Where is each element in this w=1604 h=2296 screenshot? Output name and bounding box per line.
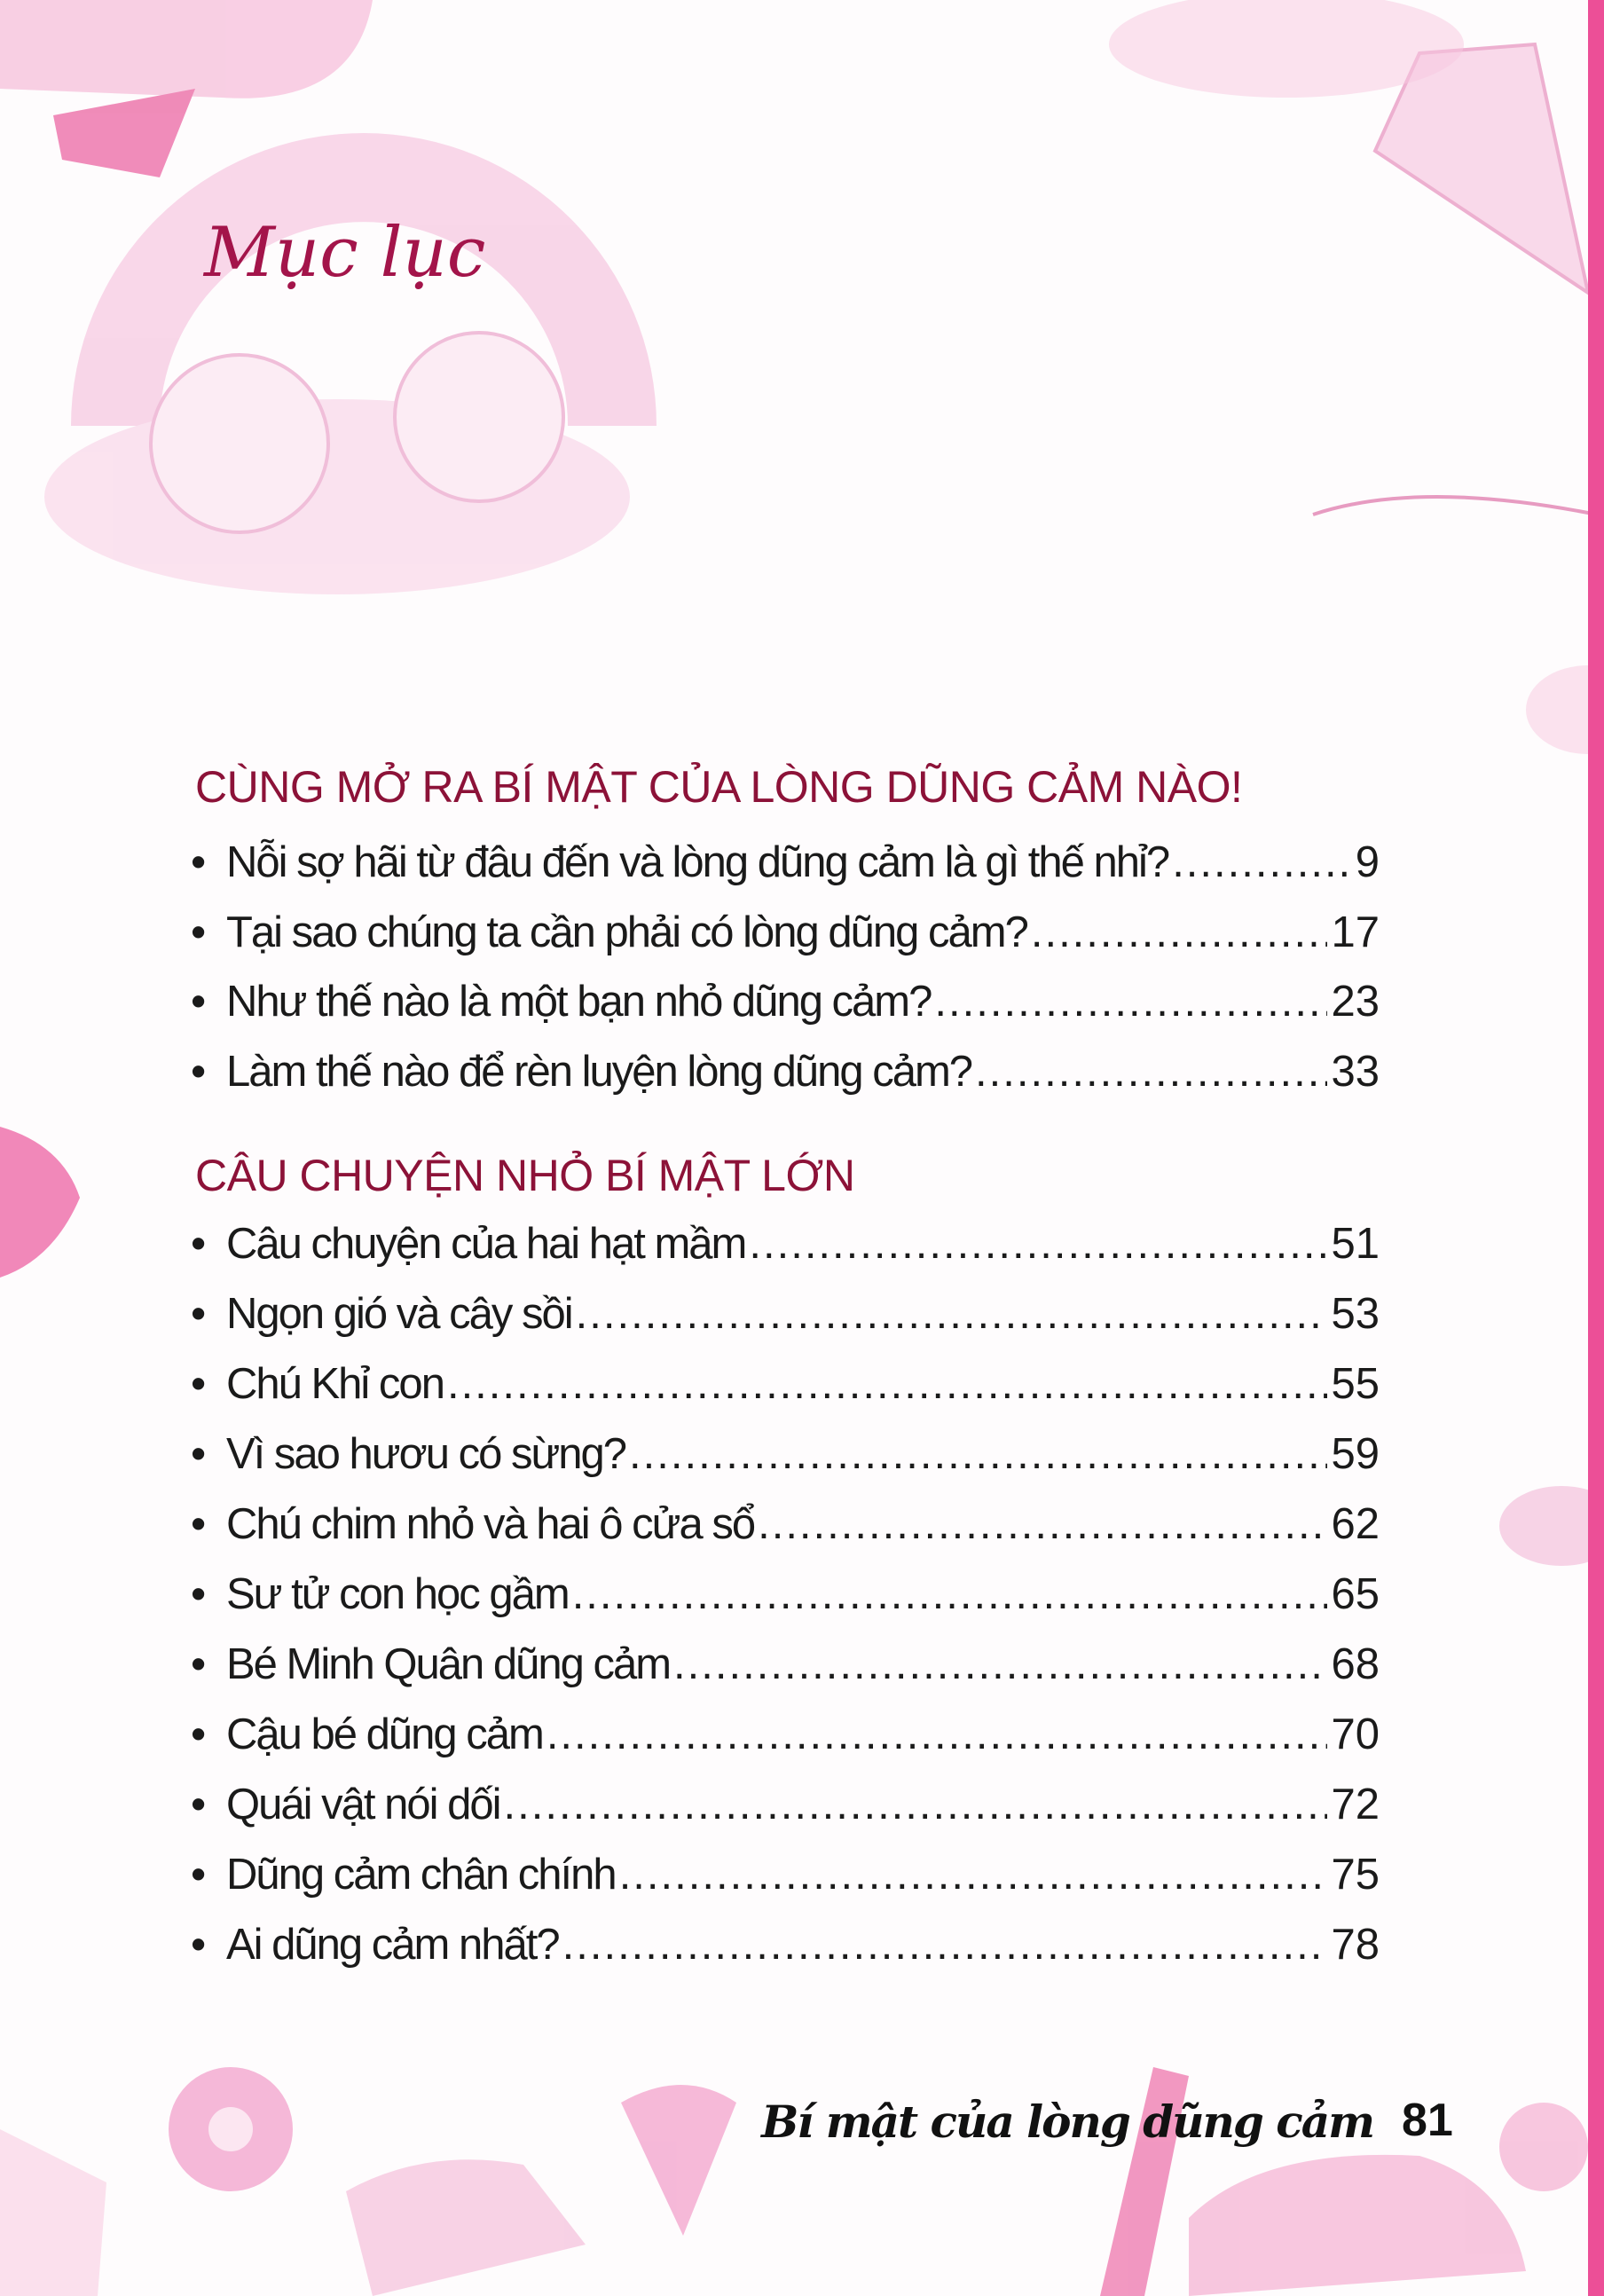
- section-heading: CÙNG MỞ RA BÍ MẬT CỦA LÒNG DŨNG CẢM NÀO!: [195, 762, 1243, 812]
- footer-page-number: 81: [1402, 2095, 1453, 2146]
- entry-page-number: 55: [1331, 1360, 1380, 1408]
- dot-leader: [1031, 908, 1328, 957]
- toc-entry: [191, 1047, 1380, 1097]
- dot-leader: [629, 1429, 1327, 1479]
- entry-title: Câu chuyện của hai hạt mầm: [226, 1220, 746, 1268]
- bullet: •: [191, 1570, 205, 1618]
- bullet: •: [191, 1781, 205, 1828]
- dot-leader: [934, 977, 1327, 1026]
- bullet: •: [191, 908, 205, 956]
- dot-leader: [975, 1047, 1327, 1097]
- toc-entry: [191, 1359, 1380, 1409]
- bullet: •: [191, 1710, 205, 1758]
- bullet: •: [191, 1360, 205, 1408]
- entry-title: Ngọn gió và cây sồi: [226, 1290, 572, 1338]
- bullet: •: [191, 1500, 205, 1548]
- dot-leader: [504, 1780, 1328, 1829]
- toc-entry: [191, 1219, 1380, 1269]
- toc-entry: [191, 1639, 1380, 1689]
- entry-title: Cậu bé dũng cảm: [226, 1710, 543, 1758]
- bullet: •: [191, 978, 205, 1026]
- entry-page-number: 65: [1331, 1570, 1380, 1618]
- toc-entry: [191, 1429, 1380, 1479]
- toc-entry: [191, 1850, 1380, 1899]
- dot-leader: [447, 1359, 1328, 1409]
- entry-page-number: 23: [1331, 978, 1380, 1026]
- toc-entry: [191, 1710, 1380, 1759]
- page-title: Mục lục: [204, 213, 486, 293]
- toc-entry: [191, 837, 1380, 887]
- dot-leader: [619, 1850, 1328, 1899]
- entry-title: Bé Minh Quân dũng cảm: [226, 1640, 671, 1688]
- entry-title: Chú Khỉ con: [226, 1360, 444, 1408]
- entry-title: Như thế nào là một bạn nhỏ dũng cảm?: [226, 978, 932, 1026]
- dot-leader: [673, 1639, 1327, 1689]
- rainbow-illustration: [44, 133, 657, 594]
- dot-leader: [546, 1710, 1328, 1759]
- entry-title: Tại sao chúng ta cần phải có lòng dũng cảm?: [226, 908, 1027, 956]
- dot-leader: [749, 1219, 1327, 1269]
- footer-book-title: Bí mật của lòng dũng cảm: [761, 2095, 1373, 2148]
- bullet: •: [191, 838, 205, 886]
- dot-leader: [1172, 837, 1352, 887]
- toc-entry: [191, 1920, 1380, 1970]
- section-heading: CÂU CHUYỆN NHỎ BÍ MẬT LỚN: [195, 1151, 855, 1200]
- toc-entry: [191, 1499, 1380, 1549]
- entry-title: Quái vật nói dối: [226, 1781, 500, 1828]
- entry-title: Ai dũng cảm nhất?: [226, 1921, 559, 1969]
- entry-title: Làm thế nào để rèn luyện lòng dũng cảm?: [226, 1047, 972, 1096]
- entry-title: Sư tử con học gầm: [226, 1570, 569, 1618]
- entry-title: Nỗi sợ hãi từ đâu đến và lòng dũng cảm là gì thế nhỉ?: [226, 838, 1169, 886]
- entry-page-number: 72: [1331, 1781, 1380, 1828]
- dot-leader: [562, 1920, 1328, 1970]
- kite-illustration: [1313, 44, 1597, 515]
- bullet: •: [191, 1430, 205, 1478]
- toc-entry: [191, 1289, 1380, 1339]
- dot-leader: [572, 1569, 1328, 1619]
- bullet: •: [191, 1921, 205, 1969]
- entry-page-number: 51: [1331, 1220, 1380, 1268]
- dot-leader: [576, 1289, 1328, 1339]
- entry-title: Vì sao hươu có sừng?: [226, 1430, 625, 1478]
- toc-entry: [191, 1780, 1380, 1829]
- bullet: •: [191, 1640, 205, 1688]
- bullet: •: [191, 1047, 205, 1096]
- entry-page-number: 70: [1331, 1710, 1380, 1758]
- entry-page-number: 9: [1355, 838, 1380, 886]
- dot-leader: [758, 1499, 1327, 1549]
- entry-page-number: 53: [1331, 1290, 1380, 1338]
- entry-page-number: 59: [1331, 1430, 1380, 1478]
- bullet: •: [191, 1290, 205, 1338]
- entry-page-number: 33: [1331, 1047, 1380, 1096]
- page-edge: [1588, 0, 1604, 2296]
- bullet: •: [191, 1220, 205, 1268]
- entry-page-number: 62: [1331, 1500, 1380, 1548]
- entry-page-number: 68: [1331, 1640, 1380, 1688]
- entry-title: Dũng cảm chân chính: [226, 1851, 616, 1899]
- bullet: •: [191, 1851, 205, 1899]
- toc-entry: [191, 977, 1380, 1026]
- entry-page-number: 17: [1331, 908, 1380, 956]
- entry-title: Chú chim nhỏ và hai ô cửa sổ: [226, 1500, 755, 1548]
- toc-entry: [191, 908, 1380, 957]
- heart-illustration: [0, 1127, 80, 1278]
- entry-page-number: 75: [1331, 1851, 1380, 1899]
- toc-entry: [191, 1569, 1380, 1619]
- entry-page-number: 78: [1331, 1921, 1380, 1969]
